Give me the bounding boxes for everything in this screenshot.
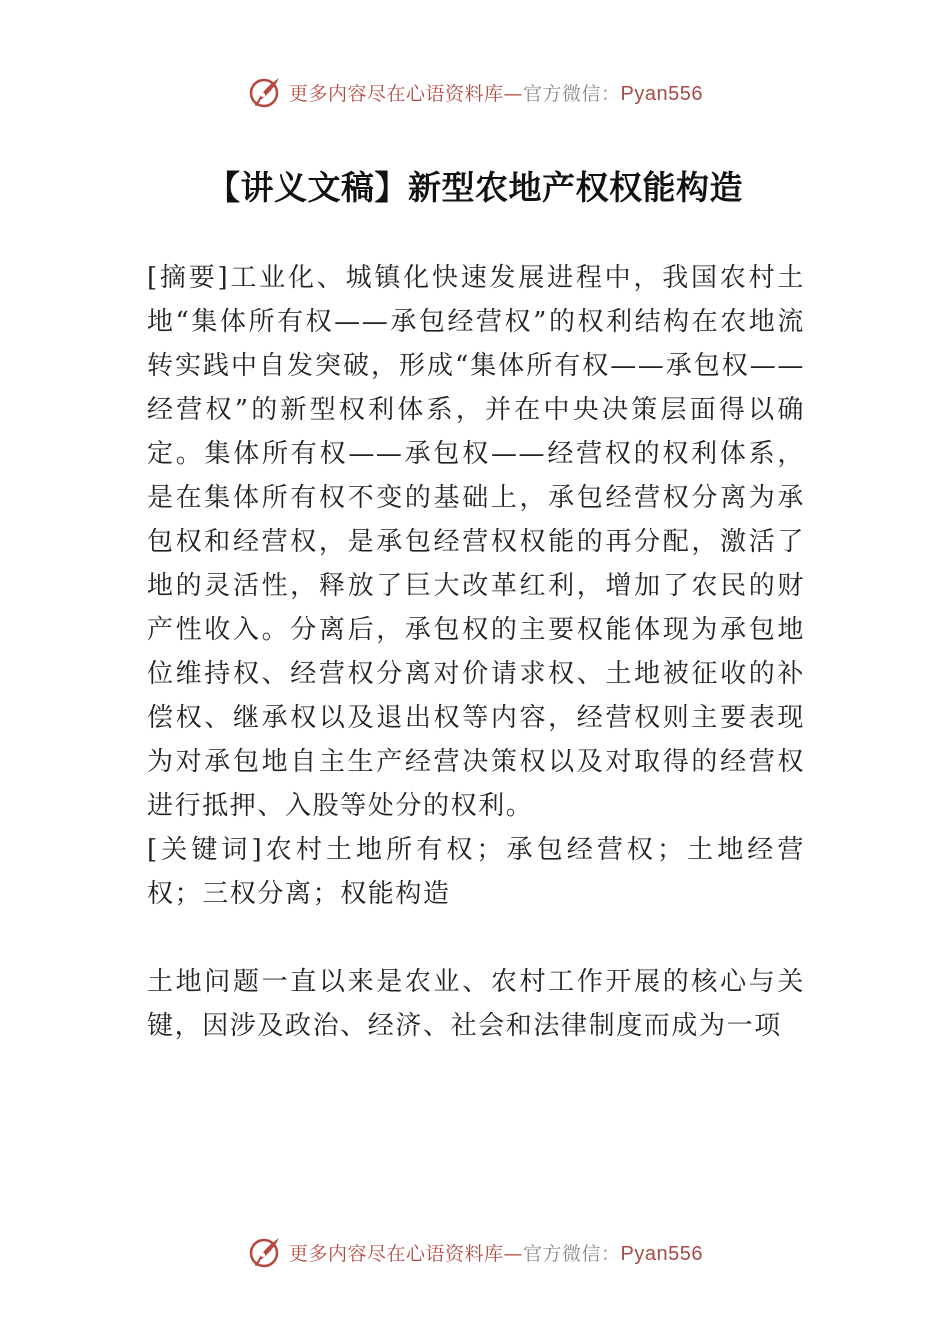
watermark-separator: — xyxy=(503,1242,524,1265)
watermark-wechat-id: Pyan556 xyxy=(620,82,703,105)
quill-pen-circle-icon xyxy=(247,74,283,110)
paragraph-gap xyxy=(147,916,805,960)
watermark-site: 更多内容尽在心语资料库 xyxy=(289,1242,504,1265)
watermark-wechat-id: Pyan556 xyxy=(620,1242,703,1265)
keywords-paragraph: [关键词]农村土地所有权；承包经营权；土地经营权；三权分离；权能构造 xyxy=(147,835,805,909)
watermark-site: 更多内容尽在心语资料库 xyxy=(289,82,504,105)
body-paragraph: 土地问题一直以来是农业、农村工作开展的核心与关键，因涉及政治、经济、社会和法律制度而成为一项 xyxy=(147,967,805,1041)
watermark-separator: — xyxy=(503,82,524,105)
watermark-label: 官方微信： xyxy=(523,1242,621,1265)
header-watermark xyxy=(0,72,950,112)
watermark-label: 官方微信： xyxy=(523,82,621,105)
document-body xyxy=(147,256,805,1048)
footer-watermark xyxy=(0,1232,950,1272)
quill-pen-circle-icon xyxy=(247,1234,283,1270)
abstract-paragraph: [摘要]工业化、城镇化快速发展进程中，我国农村土地“集体所有权——承包经营权”的权利结构在农地流转实践中自发突破，形成“集体所有权——承包权——经营权”的新型权利体系，并在中央决策层面得以确定。集体所有权——承包权——经营权的权利体系，是在集体所有权不变的基础上，承包经营权分离为承包权和经营权，是承包经营权权能的再分配，激活了地的灵活性，释放了巨大改革红利，增加了农民的财产性收入。分离后，承包权的主要权能体现为承包地位维持权、经营权分离对价请求权、土地被征收的补偿权、继承权以及退出权等内容，经营权则主要表现为对承包地自主生产经营决策权以及对取得的经营权进行抵押、入股等处分的权利。 xyxy=(147,263,805,821)
document-title: 【讲义文稿】新型农地产权权能构造 xyxy=(207,168,743,207)
